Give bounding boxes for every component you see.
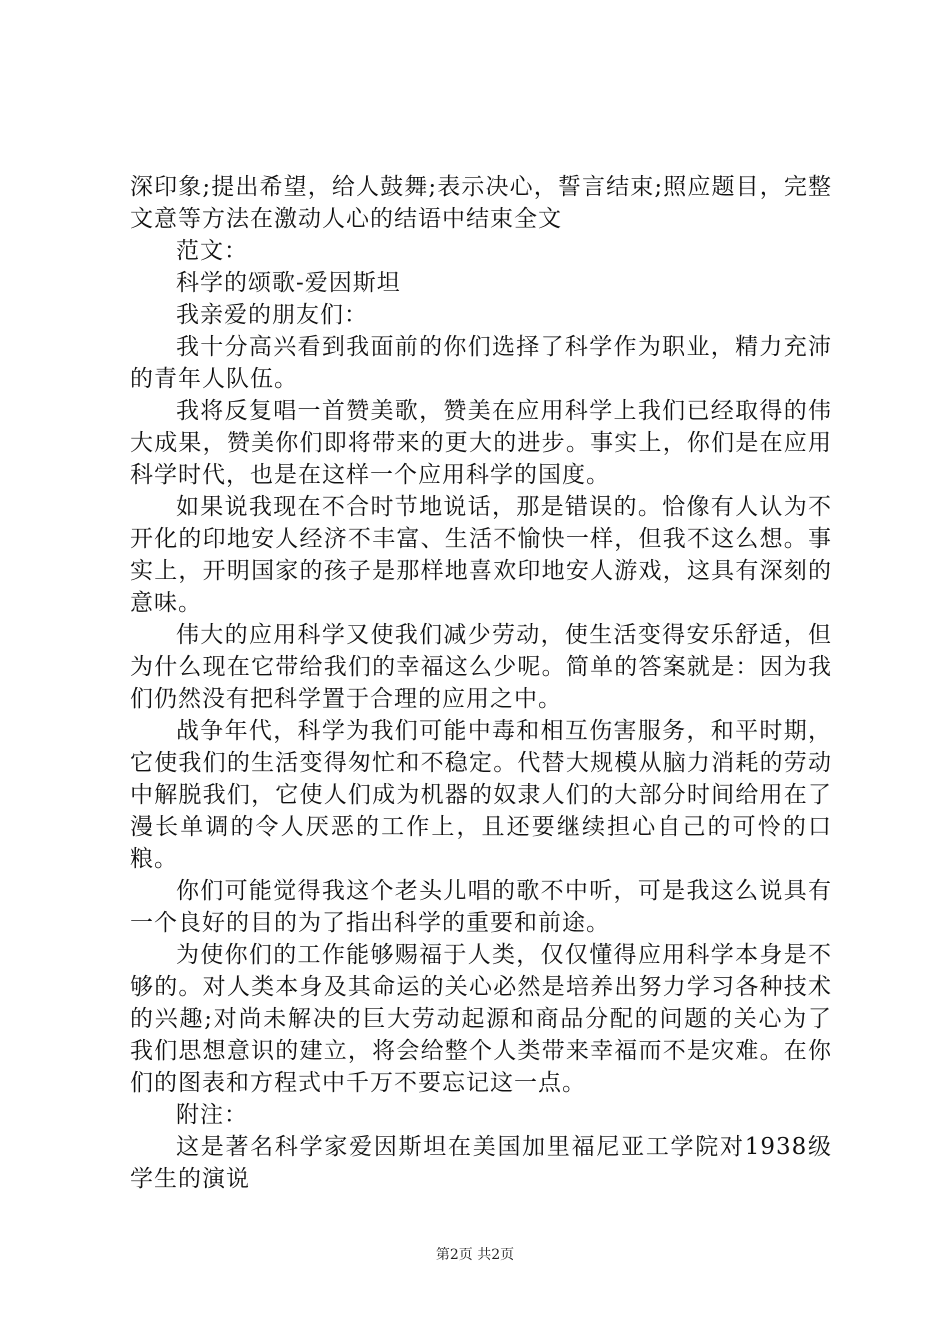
page-number-footer: 第2页 共2页 — [435, 1247, 515, 1263]
paragraph-body: 我将反复唱一首赞美歌，赞美在应用科学上我们已经取得的伟大成果，赞美你们即将带来的更大的进步。事实上，你们是在应用科学时代，也是在这样一个应用科学的国度。 — [130, 398, 832, 488]
paragraph-example-label: 范文： — [176, 238, 248, 264]
paragraph-body: 你们可能觉得我这个老头儿唱的歌不中听，可是我这么说具有一个良好的目的为了指出科学的重要和前途。 — [130, 878, 832, 936]
paragraph-salutation: 我亲爱的朋友们： — [176, 302, 368, 328]
paragraph-body: 战争年代，科学为我们可能中毒和相互伤害服务，和平时期，它使我们的生活变得匆忙和不稳定。代替大规模从脑力消耗的劳动中解脱我们，它使人们成为机器的奴隶人们的大部分时间给用在了漫长单调的令人厌恶的工作上，且还要继续担心自己的可怜的口粮。 — [130, 718, 832, 872]
paragraph-body: 如果说我现在不合时节地说话，那是错误的。恰像有人认为不开化的印地安人经济不丰富、生活不愉快一样，但我不这么想。事实上，开明国家的孩子是那样地喜欢印地安人游戏，这具有深刻的意味。 — [130, 494, 832, 616]
paragraph-intro-continuation: 深印象;提出希望，给人鼓舞;表示决心，誓言结束;照应题目，完整文意等方法在激动人心的结语中结束全文 — [130, 174, 832, 232]
paragraph-body: 我十分高兴看到我面前的你们选择了科学作为职业，精力充沛的青年人队伍。 — [130, 334, 832, 392]
paragraph-speech-title: 科学的颂歌-爱因斯坦 — [176, 270, 401, 296]
document-body — [130, 171, 832, 1195]
paragraph-body: 为使你们的工作能够赐福于人类，仅仅懂得应用科学本身是不够的。对人类本身及其命运的关心必然是培养出努力学习各种技术的兴趣;对尚未解决的巨大劳动起源和商品分配的问题的关心为了我们思想意识的建立，将会给整个人类带来幸福而不是灾难。在你们的图表和方程式中千万不要忘记这一点。 — [130, 942, 832, 1096]
paragraph-note: 这是著名科学家爱因斯坦在美国加里福尼亚工学院对1938级学生的演说 — [130, 1134, 832, 1192]
paragraph-note-label: 附注： — [176, 1102, 248, 1128]
paragraph-body: 伟大的应用科学又使我们减少劳动，使生活变得安乐舒适，但为什么现在它带给我们的幸福这么少呢。简单的答案就是：因为我们仍然没有把科学置于合理的应用之中。 — [130, 622, 832, 712]
